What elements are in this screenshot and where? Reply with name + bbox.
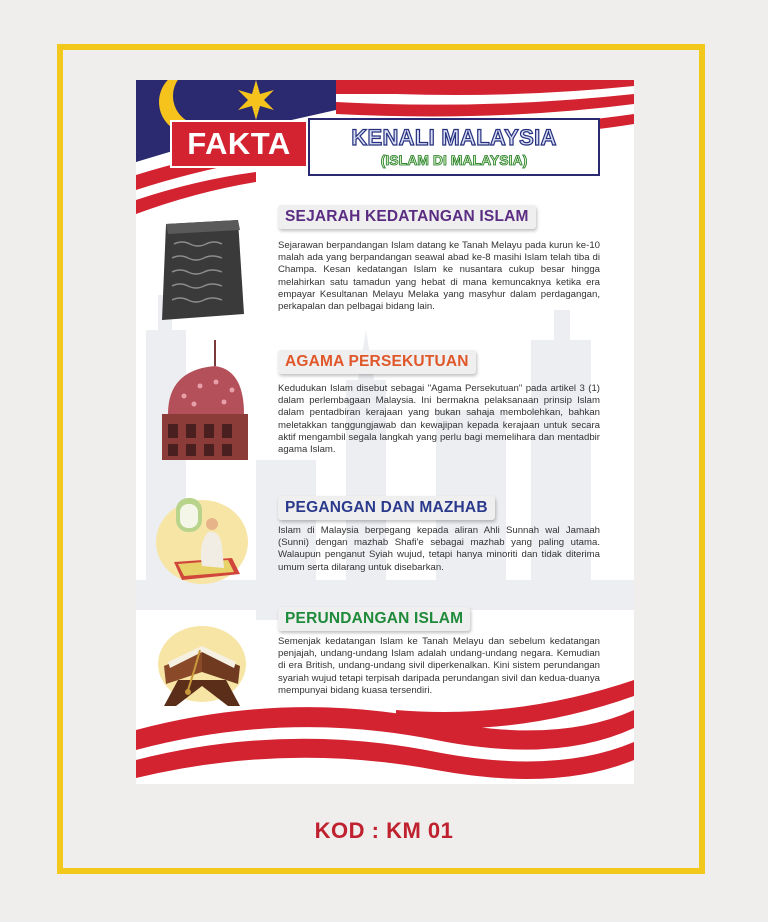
title-box	[308, 118, 600, 176]
batu-bersurat-stone-icon	[154, 218, 250, 322]
section-body-perundangan: Semenjak kedatangan Islam ke Tanah Melayu dan sebelum kedatangan penjajah, undang-undang Islam adalah undang-undang negara. Kemudian di era British, undang-undang sivil diperkenalkan. Kini sistem perundangan syariah wujud tetapi terpisah daripada perundangan sivil dan kedua-duanya mempunyai bidang kuasa tersendiri.	[278, 636, 600, 696]
poster	[136, 80, 634, 784]
section-heading-perundangan: PERUNDANGAN ISLAM	[278, 607, 470, 631]
praying-man-icon	[154, 488, 250, 588]
page-subtitle: (ISLAM DI MALAYSIA)	[380, 152, 528, 168]
section-heading-sejarah: SEJARAH KEDATANGAN ISLAM	[278, 205, 536, 229]
fakta-badge: FAKTA	[170, 120, 308, 168]
section-heading-agama: AGAMA PERSEKUTUAN	[278, 350, 476, 374]
section-body-pegangan: Islam di Malaysia berpegang kepada aliran Ahli Sunnah wal Jamaah (Sunni) dengan mazhab Shafi'e sebagai mazhab yang paling utama. Walaupun penganut Syiah wujud, tetapi hanya minoriti dan tidak diterima umum serta dilarang untuk disebarkan.	[278, 525, 600, 573]
product-code: KOD : KM 01	[314, 818, 454, 843]
section-heading-pegangan: PEGANGAN DAN MAZHAB	[278, 496, 495, 520]
page-title: KENALI MALAYSIA	[351, 125, 557, 150]
section-body-agama: Kedudukan Islam disebut sebagai "Agama Persekutuan" pada artikel 3 (1) dalam perlembagaan Malaysia. Ini bermakna pelaksanaan prinsip Islam dalam pentadbiran kerajaan yang bukan sahaja membolehkan, bahkan meletakkan tanggungjawab dan kewajipan kepada kerajaan untuk secara aktif mengambil segala langkah yang perlu bagi memelihara dan mentadbir agama Islam.	[278, 383, 600, 456]
mosque-dome-icon	[154, 340, 250, 466]
section-body-sejarah: Sejarawan berpandangan Islam datang ke Tanah Melayu pada kurun ke-10 malah ada yang berpandangan seawal abad ke-8 masihi Islam telah tiba di Champa. Kesan kedatangan Islam ke nusantara cukup besar hingga melahirkan satu tamadun yang hebat di mana kemuncaknya ketika era empayar Kesultanan Melayu Melaka yang masyhur dalam perdagangan, perkapalan dan pelbagai bidang lain.	[278, 240, 600, 313]
quran-stand-icon	[154, 620, 250, 710]
